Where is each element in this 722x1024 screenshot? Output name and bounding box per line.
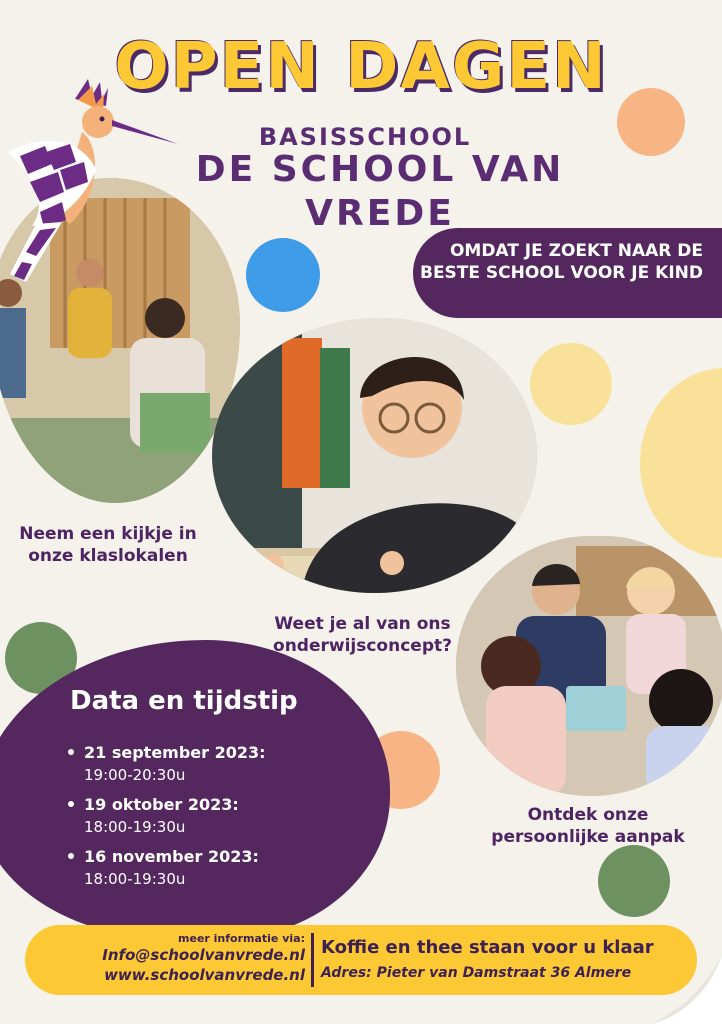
dates-list: [84, 742, 266, 898]
student-photo: [212, 318, 537, 593]
date-label: 16 november 2023:: [84, 847, 259, 866]
decor-circle-blue: [246, 238, 320, 312]
school-type: BASISSCHOOL: [258, 123, 472, 151]
tagline-text: OMDAT JE ZOEKT NAAR DE BESTE SCHOOL VOOR JE KIND: [419, 241, 703, 283]
visit-info: [321, 935, 691, 985]
date-item: [84, 742, 266, 786]
hoopoe-bird-illustration: [0, 74, 185, 286]
decor-circle-pale-yellow-small: [530, 343, 612, 425]
date-item: [84, 794, 266, 838]
caption-approach: Ontdek onze persoonlijke aanpak: [491, 805, 685, 847]
date-item: [84, 846, 266, 890]
tagline-banner: [413, 228, 722, 318]
footer-bar: [25, 925, 697, 995]
school-name: DE SCHOOL VAN VREDE: [195, 149, 565, 234]
website-link[interactable]: www.schoolvanvrede.nl: [104, 966, 305, 984]
coffee-text: Koffie en thee staan voor u klaar: [321, 937, 654, 958]
time-label: 18:00-19:30u: [84, 818, 186, 836]
contact-info: [25, 932, 305, 985]
footer-divider: [311, 933, 314, 987]
caption-concept: Weet je al van ons onderwijsconcept?: [273, 614, 452, 656]
date-label: 19 oktober 2023:: [84, 795, 239, 814]
date-label: 21 september 2023:: [84, 743, 266, 762]
time-label: 19:00-20:30u: [84, 766, 186, 784]
decor-circle-pale-yellow-large: [640, 368, 722, 558]
address-text: Adres: Pieter van Damstraat 36 Almere: [321, 965, 632, 981]
dates-title: Data en tijdstip: [70, 686, 298, 716]
time-label: 18:00-19:30u: [84, 870, 186, 888]
page-curl-decoration: [652, 955, 722, 1024]
poster-title: OPEN DAGEN: [114, 30, 608, 104]
more-info-label: meer informatie via:: [178, 932, 305, 945]
caption-classrooms: Neem een kijkje in onze klaslokalen: [19, 524, 197, 566]
decor-circle-green-right: [598, 845, 670, 917]
teacher-photo: [456, 536, 722, 796]
email-link[interactable]: Info@schoolvanvrede.nl: [102, 946, 305, 964]
